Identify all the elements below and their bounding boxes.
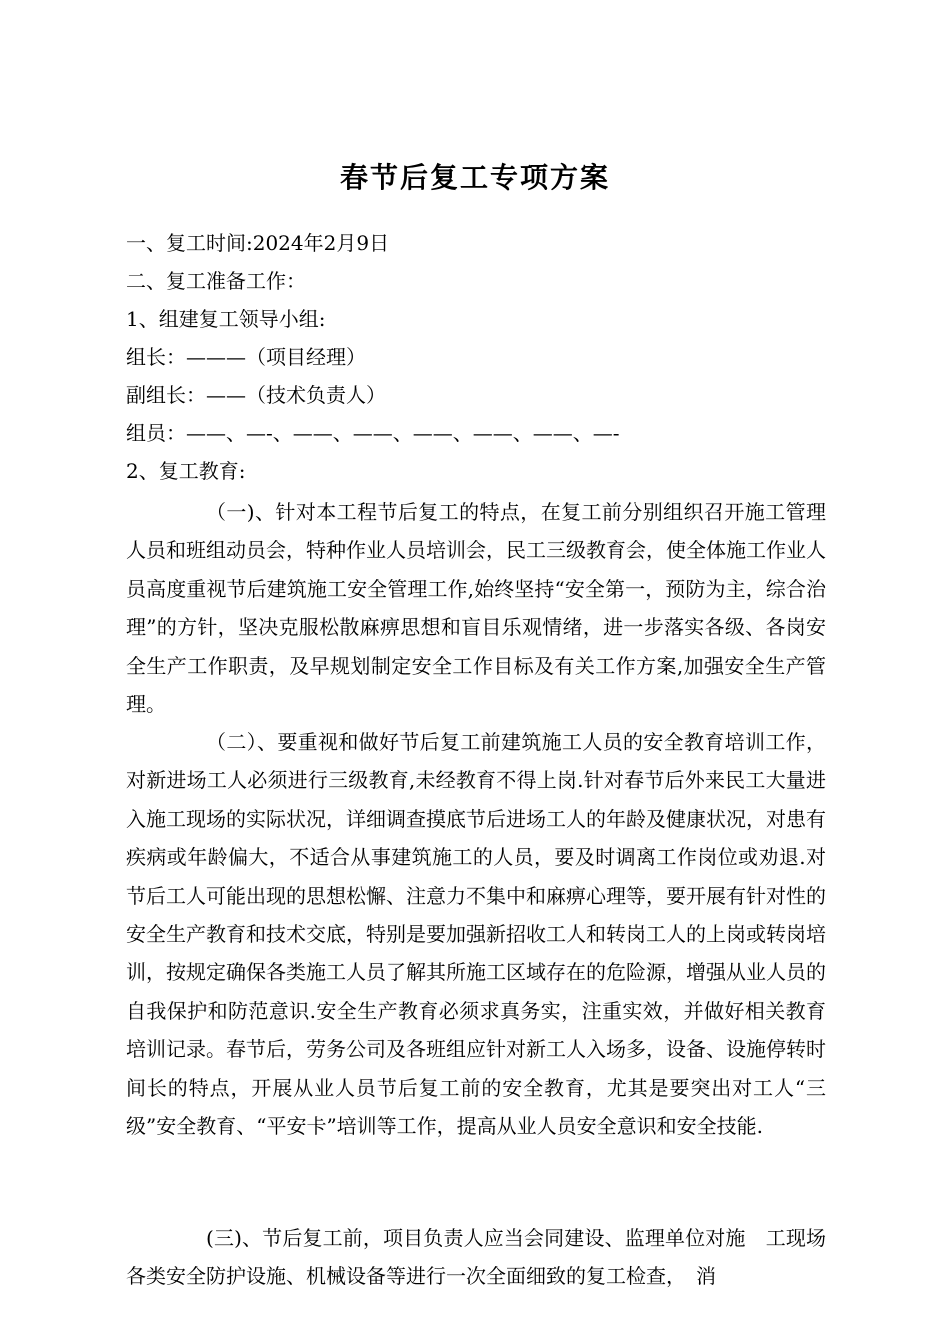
document-title: 春节后复工专项方案 [339,161,610,194]
section-preparation: 二、复工准备工作： [126,269,306,293]
subsection-education: 2、复工教育: [126,459,246,483]
deputy-group-leader: 副组长：——（技术负责人） [126,383,386,407]
paragraph-2: （二）、要重视和做好节后复工前建筑施工人员的安全教育培训工作，对新进场工人必须进行三级教育,未经教育不得上岗.针对春节后外来民工大量进入施工现场的实际状况，详细调查摸底节后进场工人的年龄及健康状况，对患有疾病或年龄偏大，不适合从事建筑施工的人员，要及时调离工作岗位或劝退.对节后工人可能出现的思想松懈、注意力不集中和麻痹心理等，要开展有针对性的安全生产教育和技术交底，特别是要加强新招收工人和转岗工人的上岗或转岗培训，按规定确保各类施工人员了解其所施工区域存在的危险源，增强从业人员的自我保护和防范意识.安全生产教育必须求真务实，注重实效，并做好相关教育培训记录。春节后，劳务公司及各班组应针对新工人入场多，设备、设施停转时间长的特点，开展从业人员节后复工前的安全教育，尤其是要突出对工人“三级”安全教育、“平安卡”培训等工作，提高从业人员安全意识和安全技能. [126,730,826,1139]
paragraph-3: (三)、节后复工前，项目负责人应当会同建设、监理单位对施 工现场各类安全防护设施、机械设备等进行一次全面细致的复工检查， 消 [126,1226,826,1289]
group-leader: 组长：———（项目经理） [126,345,366,369]
subsection-leadership-group: 1、组建复工领导小组: [126,307,326,331]
section-return-time: 一、复工时间:2024年2月9日 [126,231,390,255]
group-members: 组员：——、—-、——、——、——、——、——、—- [126,421,620,445]
paragraph-1: （一)、针对本工程节后复工的特点，在复工前分别组织召开施工管理人员和班组动员会，特种作业人员培训会，民工三级教育会，使全体施工作业人员高度重视节后建筑施工安全管理工作,始终坚持“安全第一，预防为主，综合治理”的方针，坚决克服松散麻痹思想和盲目乐观情绪，进一步落实各级、各岗安全生产工作职责，及早规划制定安全工作目标及有关工作方案,加强安全生产管理。 [126,500,826,717]
